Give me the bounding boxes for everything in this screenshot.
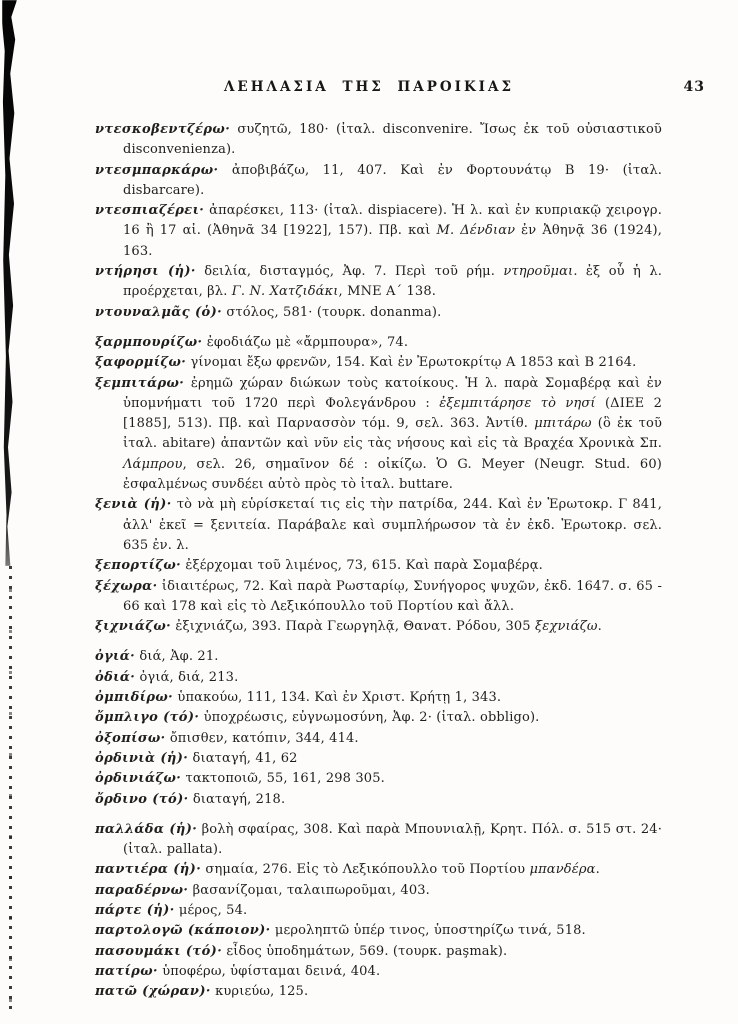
entry-text: (ὃ ἐκ τοῦ ἰταλ. abitare) ἀπαντῶν καὶ νῦν εἰς τὰς νήσους καὶ εἰς τὰ Βραχέα Χρονικὰ Σπ.: [123, 416, 662, 452]
entry-text: (ΔΙΕΕ 2 [1885], 513). Πβ. καὶ Παρνασσὸν τόμ. 9, σελ. 363. Ἀντίθ.: [123, 395, 662, 432]
entry-text-italic: ντηροῦμαι: [503, 264, 574, 280]
dictionary-entry: [95, 303, 662, 323]
entry-headword: παρτολογῶ (κάποιον)·: [95, 923, 271, 939]
entry-text: γίνομαι ἔξω φρενῶν, 154. Καὶ ἐν Ἐρωτοκρίτῳ Α 1853 καὶ Β 2164.: [186, 355, 637, 371]
entry-text: μεροληπτῶ ὑπέρ τινος, ὑποστηρίζω τινά, 518.: [270, 923, 586, 939]
entry-headword: ὄμπλιγο (τό)·: [95, 710, 200, 726]
entry-headword: ξαρμπουρίζω·: [95, 334, 203, 350]
dictionary-entry: [95, 353, 662, 373]
entry-headword: ξέχωρα·: [95, 578, 158, 594]
entry-headword: ντήρησι (ἡ)·: [95, 264, 196, 280]
entry-headword: ὀδιά·: [95, 669, 136, 685]
dictionary-entry: [95, 120, 662, 161]
entry-text-italic: μπανδέρα: [529, 862, 596, 878]
dictionary-entry: [95, 901, 662, 921]
dictionary-entry: [95, 577, 662, 618]
entry-text: διαταγή, 218.: [188, 791, 286, 807]
entry-text: ὑπακούω, 111, 134. Καὶ ἐν Χριστ. Κρήτῃ 1, 343.: [173, 690, 502, 706]
entry-text-italic: Λάμπρου: [123, 456, 183, 472]
dictionary-entry: [95, 668, 662, 688]
entry-text: βολὴ σφαίρας, 308. Καὶ παρὰ Μπουνιαλῇ, Κρητ. Πόλ. σ. 515 στ. 24· (ἰταλ. pallata).: [123, 821, 662, 858]
entry-headword: πατίρω·: [95, 963, 158, 979]
entry-text: .: [597, 619, 602, 635]
entry-text: ἰδιαιτέρως, 72. Καὶ παρὰ Ρωσταρίῳ, Συνήγορος ψυχῶν, ἐκδ. 1647. σ. 65 - 66 καὶ 178 καὶ εἰς τὸ Λεξικόπουλλο τοῦ Πορτίου καὶ ἄλλ.: [123, 578, 662, 614]
entry-group: [95, 647, 662, 809]
entry-text: διά, Ἀφ. 21.: [135, 649, 219, 665]
entry-headword: ντεσπιαζέρει·: [95, 203, 205, 219]
entry-headword: πασουμάκι (τό)·: [95, 943, 223, 959]
dictionary-entry: [95, 962, 662, 982]
entry-text: , σελ. 26, σημαῖνον δέ : οἰκίζω. Ὁ G. Meyer (Neugr. Stud. 60) ἐσφαλμένως συνδέει αὐτὸ πρὸς τὸ ἰταλ. buttare.: [123, 456, 662, 493]
entry-text: βασανίζομαι, ταλαιπωροῦμαι, 403.: [188, 882, 430, 898]
entry-text: στόλος, 581· (τουρκ. donanma).: [222, 304, 442, 320]
dictionary-entry: [95, 708, 662, 728]
dictionary-entry: [95, 556, 662, 576]
dictionary-entry: [95, 820, 662, 861]
dictionary-entry: [95, 688, 662, 708]
entry-headword: πάρτε (ἡ)·: [95, 902, 175, 918]
entry-text: κυριεύω, 125.: [210, 984, 309, 1000]
entry-headword: πατῶ (χώραν)·: [95, 984, 211, 1000]
entry-text: δειλία, δισταγμός, Ἀφ. 7. Περὶ τοῦ ρήμ.: [195, 264, 504, 280]
entry-headword: ὄρδινο (τό)·: [95, 791, 189, 807]
dictionary-entry: [95, 860, 662, 880]
entry-text: διαταγή, 41, 62: [188, 750, 298, 766]
entry-headword: ὀρδινιάζω·: [95, 771, 182, 787]
entry-headword: ὀρδινιὰ (ἡ)·: [95, 750, 189, 766]
entry-headword: ξιχνιάζω·: [95, 619, 172, 635]
entry-text: . ἐξ οὗ ἡ λ. προέρχεται, βλ.: [123, 264, 662, 300]
entry-headword: ξενιὰ (ἡ)·: [95, 497, 172, 513]
entry-headword: παραδέρνω·: [95, 882, 189, 898]
entry-text: εἶδος ὑποδημάτων, 569. (τουρκ. paşmak).: [222, 943, 508, 959]
page-number: 43: [683, 79, 705, 95]
entry-headword: ξεπορτίζω·: [95, 558, 182, 574]
entry-text: ἐρημῶ χώραν διώκων τοὺς κατοίκους. Ἡ λ. παρὰ Σομαβέρᾳ καὶ ἐν ὑπομνήματι τοῦ 1720 περὶ Φολεγάνδρου :: [123, 375, 662, 411]
entry-headword: ὀξοπίσω·: [95, 730, 166, 746]
entry-text-italic: ξεχνιάζω: [535, 619, 598, 635]
entry-text: μέρος, 54.: [174, 902, 248, 918]
page-title: ΛΕΗΛΑΣΙΑ ΤΗΣ ΠΑΡΟΙΚΙΑΣ: [223, 79, 515, 95]
entry-group: [95, 333, 662, 637]
entry-headword: ξαφορμίζω·: [95, 355, 187, 371]
entry-group: [95, 820, 662, 1003]
entry-headword: ξεμπιτάρω·: [95, 375, 185, 391]
entry-headword: ντουναλμᾶς (ὁ)·: [95, 304, 223, 320]
dictionary-entry: [95, 374, 662, 496]
entry-headword: ντεσμπαρκάρω·: [95, 162, 219, 178]
entry-group: [95, 120, 662, 323]
dictionary-entry: [95, 333, 662, 353]
entry-text: ὑποφέρω, ὑφίσταμαι δεινά, 404.: [157, 963, 381, 979]
entry-text: , ΜΝΕ Α´ 138.: [338, 284, 437, 300]
entry-headword: ὀγιά·: [95, 649, 136, 665]
entry-text: ἐν Ἀθηνᾷ 36 (1924), 163.: [123, 223, 663, 259]
dictionary-entry: [95, 921, 662, 941]
entry-headword: παντιέρα (ἡ)·: [95, 862, 202, 878]
dictionary-entry: [95, 201, 662, 262]
entry-text: ὀγιά, διά, 213.: [135, 669, 239, 685]
dictionary-entry: [95, 161, 662, 202]
entry-text-italic: Μ. Δένδιαν: [436, 223, 516, 239]
dictionary-entry: [95, 262, 662, 303]
dictionary-entry: [95, 881, 662, 901]
entry-text: .: [595, 862, 600, 878]
entry-text: ἐφοδιάζω μὲ «ἄρμπουρα», 74.: [202, 334, 409, 350]
entry-headword: ντεσκοβεντζέρω·: [95, 122, 231, 137]
dictionary-entry: [95, 495, 662, 556]
entry-text-italic: μπιτάρω: [534, 416, 592, 432]
entry-text: σημαία, 276. Εἰς τὸ Λεξικόπουλλο τοῦ Πορτίου: [201, 862, 530, 878]
entry-text: συζητῶ, 180· (ἰταλ. disconvenire. Ἴσως ἐκ τοῦ οὐσιαστικοῦ disconvenienza).: [123, 122, 662, 158]
entry-text-italic: ἐξεμπιτάρησε τὸ νησί: [439, 395, 596, 411]
dictionary-entry: [95, 942, 662, 962]
entry-text: τακτοποιῶ, 55, 161, 298 305.: [181, 771, 385, 787]
dictionary-entry: [95, 769, 662, 789]
scan-speckle-artifact: [9, 566, 12, 1016]
entry-text: ἐξέρχομαι τοῦ λιμένος, 73, 615. Καὶ παρὰ Σομαβέρᾳ.: [181, 558, 543, 574]
dictionary-entry: [95, 790, 662, 810]
dictionary-entry: [95, 647, 662, 667]
entry-groups: [95, 120, 662, 1002]
dictionary-entry: [95, 749, 662, 769]
entry-text: ἀποβιβάζω, 11, 407. Καὶ ἐν Φορτουνάτῳ Β 19· (ἰταλ. disbarcare).: [123, 162, 662, 198]
dictionary-entry: [95, 617, 662, 637]
dictionary-entry: [95, 729, 662, 749]
entry-text: ὄπισθεν, κατόπιν, 344, 414.: [165, 730, 359, 746]
entry-text: τὸ νὰ μὴ εὑρίσκεταί τις εἰς τὴν πατρίδα, 244. Καὶ ἐν Ἐρωτοκρ. Γ 841, ἀλλ' ἐκεῖ = ξενιτεία. Παράβαλε καὶ συμπλήρωσον τὰ ἐν ἐκδ. Ἐρωτοκρ. σελ. 635 ἐν. λ.: [123, 497, 662, 553]
entry-text: ὑποχρέωσις, εὐγνωμοσύνη, Ἀφ. 2· (ἰταλ. obbligo).: [199, 710, 540, 726]
dictionary-entry: [95, 982, 662, 1002]
entry-text: ἐξιχνιάζω, 393. Παρὰ Γεωργηλᾷ, Θανατ. Ρόδου, 305: [171, 619, 535, 635]
entry-text: ἀπαρέσκει, 113· (ἰταλ. dispiacere). Ἡ λ. καὶ ἐν κυπριακῷ χειρογρ. 16 ἢ 17 αἰ. (Ἀθηνᾶ 34 [1922], 157). Πβ. καὶ: [123, 203, 662, 239]
entry-text-italic: Γ. Ν. Χατζιδάκι: [231, 284, 339, 300]
entry-headword: ὀμπιδίρω·: [95, 690, 174, 706]
entry-headword: παλλάδα (ἡ)·: [95, 821, 198, 837]
